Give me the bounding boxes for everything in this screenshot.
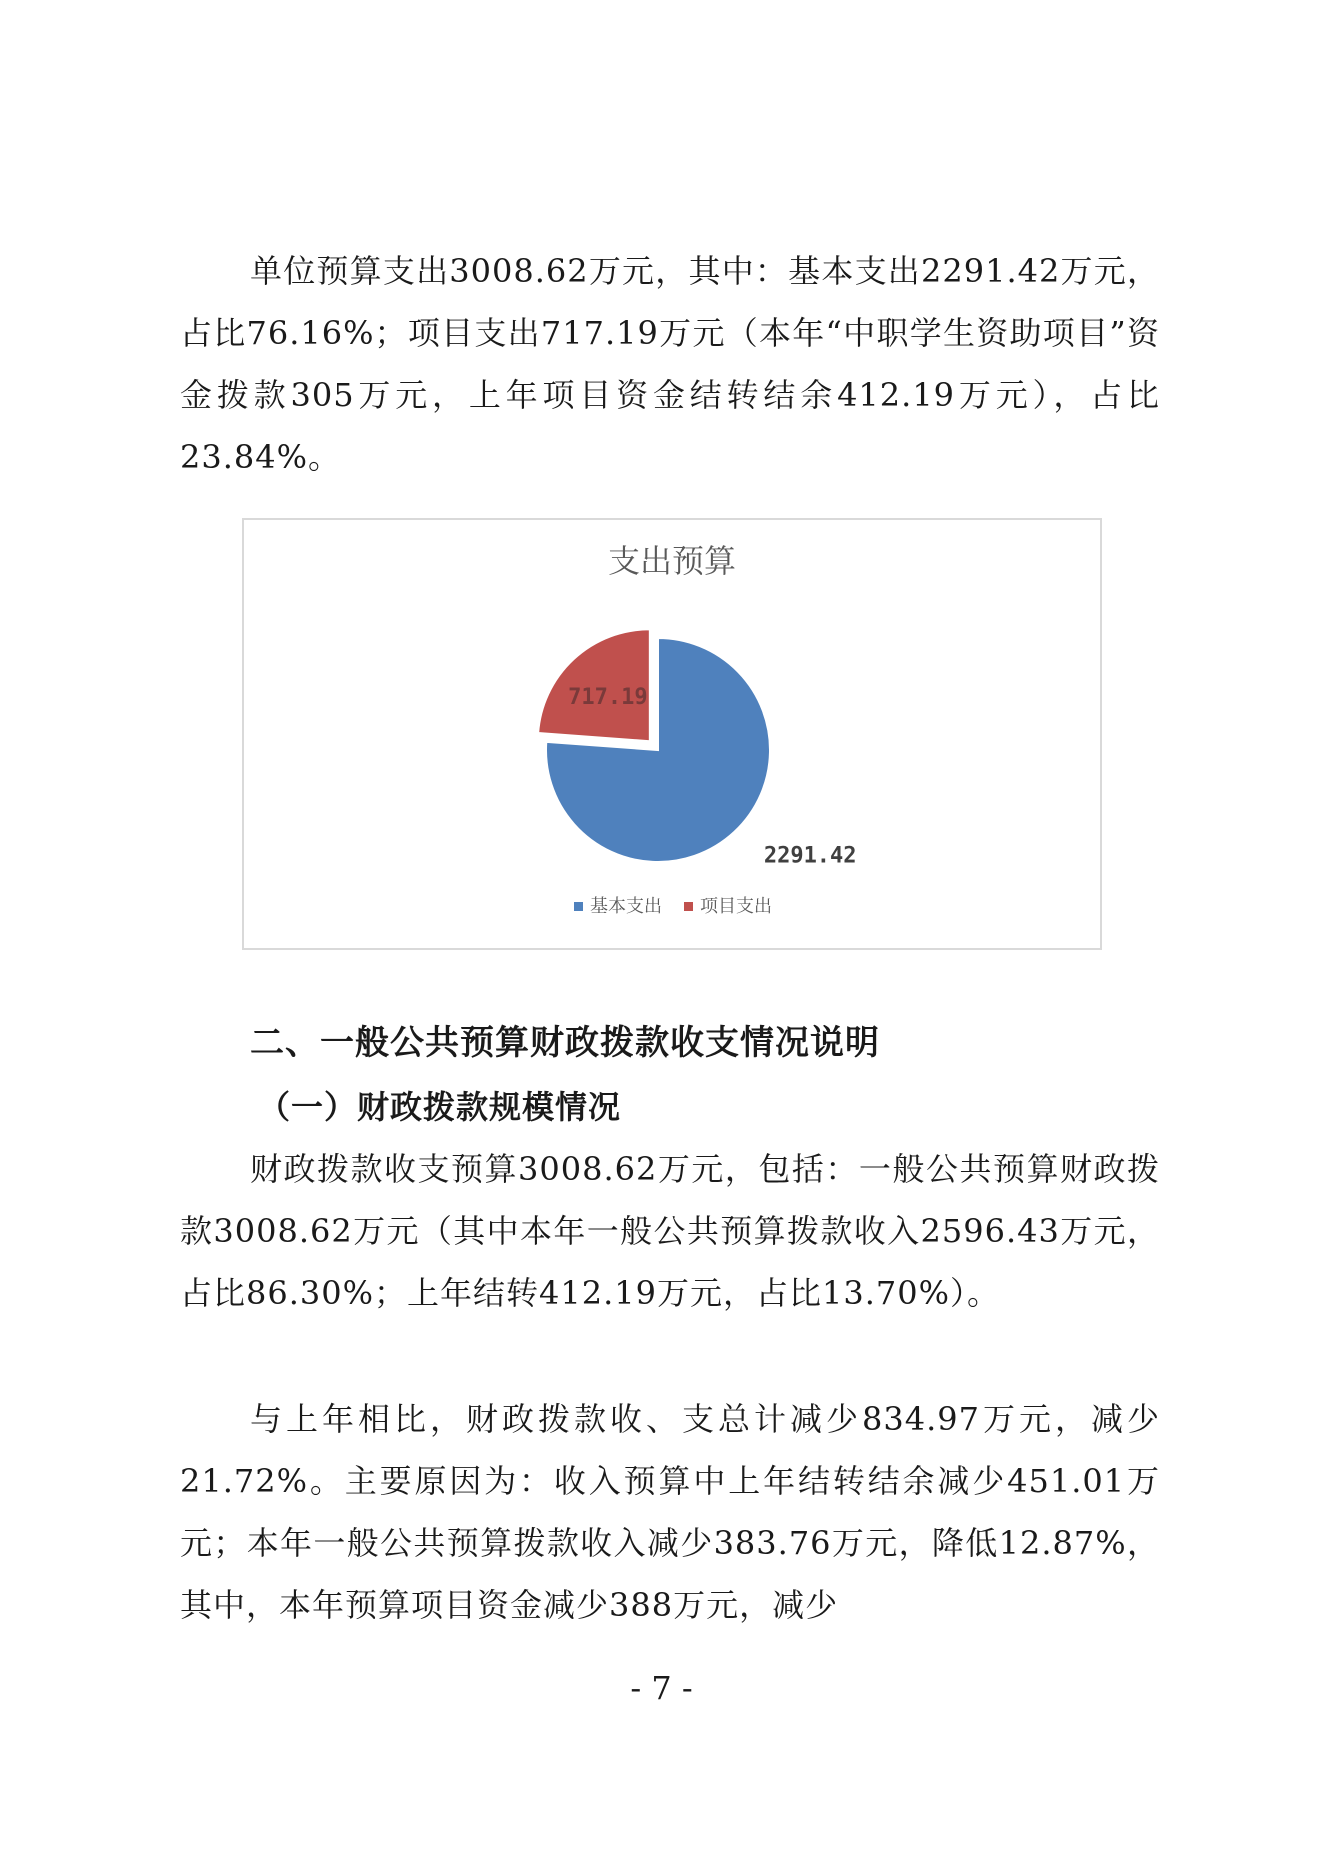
expenditure-pie-chart: [242, 518, 1102, 950]
page-number: - 7 -: [630, 1669, 693, 1707]
paragraph-expenditure-budget: 单位预算支出3008.62万元，其中：基本支出2291.42万元，占比76.16%；项目支出717.19万元（本年“中职学生资助项目”资金拨款305万元，上年项目资金结转结余412.19万元），占比23.84%。: [180, 252, 1160, 476]
pie-data-label-basic: 2291.42: [763, 843, 857, 869]
legend-swatch-basic: [574, 902, 583, 911]
section-heading: 二、一般公共预算财政拨款收支情况说明: [250, 1023, 880, 1063]
subsection-heading: （一）财政拨款规模情况: [258, 1088, 622, 1126]
paragraph-appropriation-budget: 财政拨款收支预算3008.62万元，包括：一般公共预算财政拨款3008.62万元（其中本年一般公共预算拨款收入2596.43万元，占比86.30%；上年结转412.19万元，占比13.70%）。: [180, 1150, 1160, 1312]
chart-title: 支出预算: [607, 542, 737, 580]
pie-data-label-project: 717.19: [568, 685, 648, 711]
legend-swatch-project: [684, 902, 693, 911]
legend-label-project: 项目支出: [700, 896, 772, 917]
pie-chart-svg: [244, 520, 1100, 948]
legend-label-basic: 基本支出: [590, 896, 662, 917]
paragraph-year-comparison: 与上年相比，财政拨款收、支总计减少834.97万元，减少21.72%。主要原因为：收入预算中上年结转结余减少451.01万元；本年一般公共预算拨款收入减少383.76万元，降低12.87%，其中，本年预算项目资金减少388万元，减少: [180, 1400, 1160, 1624]
